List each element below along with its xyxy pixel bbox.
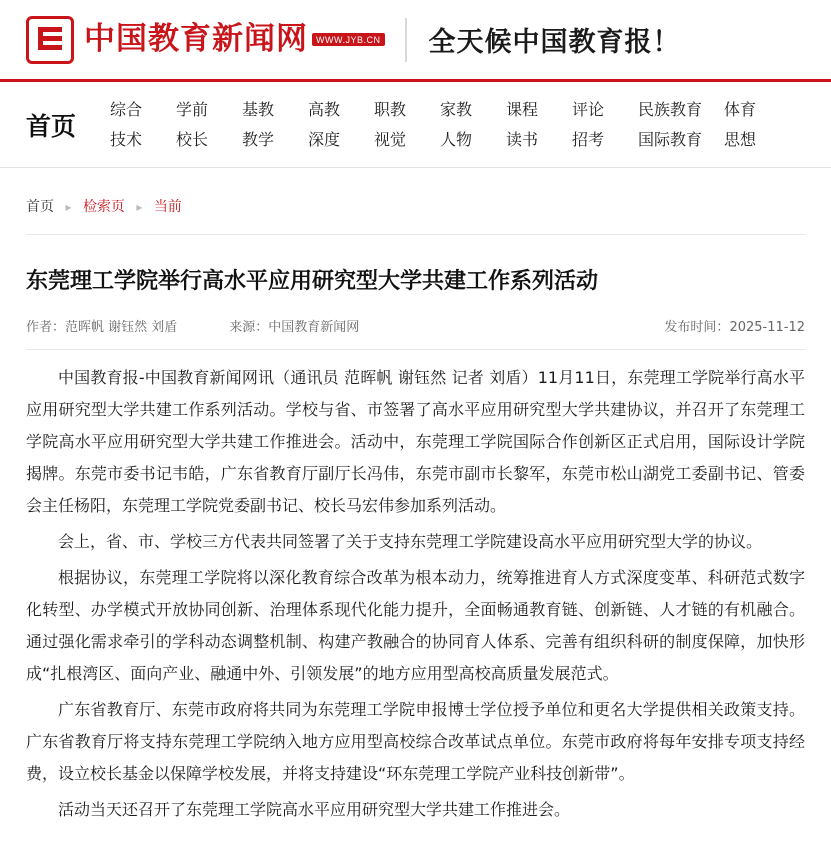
article-paragraph: 中国教育报-中国教育新闻网讯（通讯员 范晖帆 谢钰然 记者 刘盾）11月11日，东莞理工学院举行高水平应用研究型大学共建工作系列活动。学校与省、市签署了高水平应用研究型大学共建协议，并召开了东莞理工学院高水平应用研究型大学共建工作推进会。活动中，东莞理工学院国际合作创新区正式启用，国际设计学院揭牌。东莞市委书记韦皓，广东省教育厅副厅长冯伟，东莞市副市长黎军，东莞市松山湖党工委副书记、管委会主任杨阳，东莞理工学院党委副书记、校长马宏伟参加系列活动。 [26,367,805,515]
site-logo[interactable] [26,16,385,64]
article-body [26,350,805,826]
masthead-divider [405,18,407,62]
nav-link-minzujiaoyu[interactable]: 民族教育 [638,99,703,119]
nav-column-10[interactable] [724,95,790,154]
breadcrumb-item-current: 当前 [153,199,182,215]
nav-link-sixiang[interactable]: 思想 [724,129,757,149]
nav-link-jishu[interactable]: 技术 [110,129,143,149]
article-author-value: 范晖帆 谢钰然 刘盾 [65,319,178,335]
breadcrumb-separator-2: ▸ [136,200,143,214]
nav-column-8[interactable] [572,95,638,154]
masthead-slogan: 全天候中国教育报！ [428,27,681,58]
breadcrumb-item-search[interactable]: 检索页 [82,199,125,215]
nav-link-tiyu[interactable]: 体育 [724,99,757,119]
nav-column-9[interactable] [638,95,724,154]
nav-column-6[interactable] [440,95,506,154]
nav-columns [110,95,790,154]
nav-link-renwu[interactable]: 人物 [440,129,473,149]
nav-link-jijiao[interactable]: 基教 [242,99,275,119]
nav-column-2[interactable] [176,95,242,154]
main-navigation [0,82,831,168]
article-author-label: 作者： [26,319,66,335]
breadcrumb-item-home[interactable]: 首页 [26,199,54,215]
breadcrumb [26,168,805,235]
nav-column-7[interactable] [506,95,572,154]
article-source-label: 来源： [229,319,269,335]
nav-link-jiaoxue[interactable]: 教学 [242,129,275,149]
nav-column-1[interactable] [110,95,176,154]
article-meta [26,298,805,350]
nav-link-zhaokao[interactable]: 招考 [572,129,605,149]
article-publish-date: 2025-11-12 [729,319,805,335]
nav-link-zhijiao[interactable]: 职教 [374,99,407,119]
nav-link-gaojiao[interactable]: 高教 [308,99,341,119]
nav-link-shijue[interactable]: 视觉 [374,129,407,149]
site-logo-url: WWW.JYB.CN [312,33,385,46]
article-source [229,316,359,335]
nav-link-pinglun[interactable]: 评论 [572,99,605,119]
article-paragraph: 根据协议，东莞理工学院将以深化教育综合改革为根本动力，统筹推进育人方式深度变革、科研范式数字化转型、办学模式开放协同创新、治理体系现代化能力提升，全面畅通教育链、创新链、人才链的有机融合。通过强化需求牵引的学科动态调整机制、构建产教融合的协同育人体系、完善有组织科研的制度保障，加快形成“扎根湾区、面向产业、融通中外、引领发展”的地方应用型高校高质量发展范式。 [26,567,805,683]
page-title: 东莞理工学院举行高水平应用研究型大学共建工作系列活动 [26,269,599,294]
article-paragraph: 活动当天还召开了东莞理工学院高水平应用研究型大学共建工作推进会。 [58,799,571,819]
nav-link-jiajiao[interactable]: 家教 [440,99,473,119]
nav-column-4[interactable] [308,95,374,154]
nav-item-home[interactable]: 首页 [26,111,77,141]
nav-link-shendu[interactable]: 深度 [308,129,341,149]
article-publish-label: 发布时间： [664,319,730,335]
nav-link-xueqian[interactable]: 学前 [176,99,209,119]
article-author [26,316,177,335]
article-paragraph: 会上，省、市、学校三方代表共同签署了关于支持东莞理工学院建设高水平应用研究型大学的协议。 [58,531,763,551]
nav-link-guojijiaoyu[interactable]: 国际教育 [638,129,703,149]
nav-link-dushu[interactable]: 读书 [506,129,539,149]
page-content [0,168,831,826]
site-logo-text: 中国教育新闻网 [84,21,308,57]
nav-link-zonghe[interactable]: 综合 [110,99,143,119]
nav-column-3[interactable] [242,95,308,154]
article-publish-time [664,316,805,335]
nav-link-xiaozhang[interactable]: 校长 [176,129,209,149]
site-masthead [0,0,831,82]
china-education-logo-icon [26,16,74,64]
article-paragraph: 广东省教育厅、东莞市政府将共同为东莞理工学院申报博士学位授予单位和更名大学提供相关政策支持。广东省教育厅将支持东莞理工学院纳入地方应用型高校综合改革试点单位。东莞市政府将每年安排专项支持经费，设立校长基金以保障学校发展，并将支持建设“环东莞理工学院产业科技创新带”。 [26,699,805,783]
breadcrumb-separator-1: ▸ [65,200,72,214]
article-source-value: 中国教育新闻网 [268,319,360,335]
nav-column-5[interactable] [374,95,440,154]
nav-link-kecheng[interactable]: 课程 [506,99,539,119]
